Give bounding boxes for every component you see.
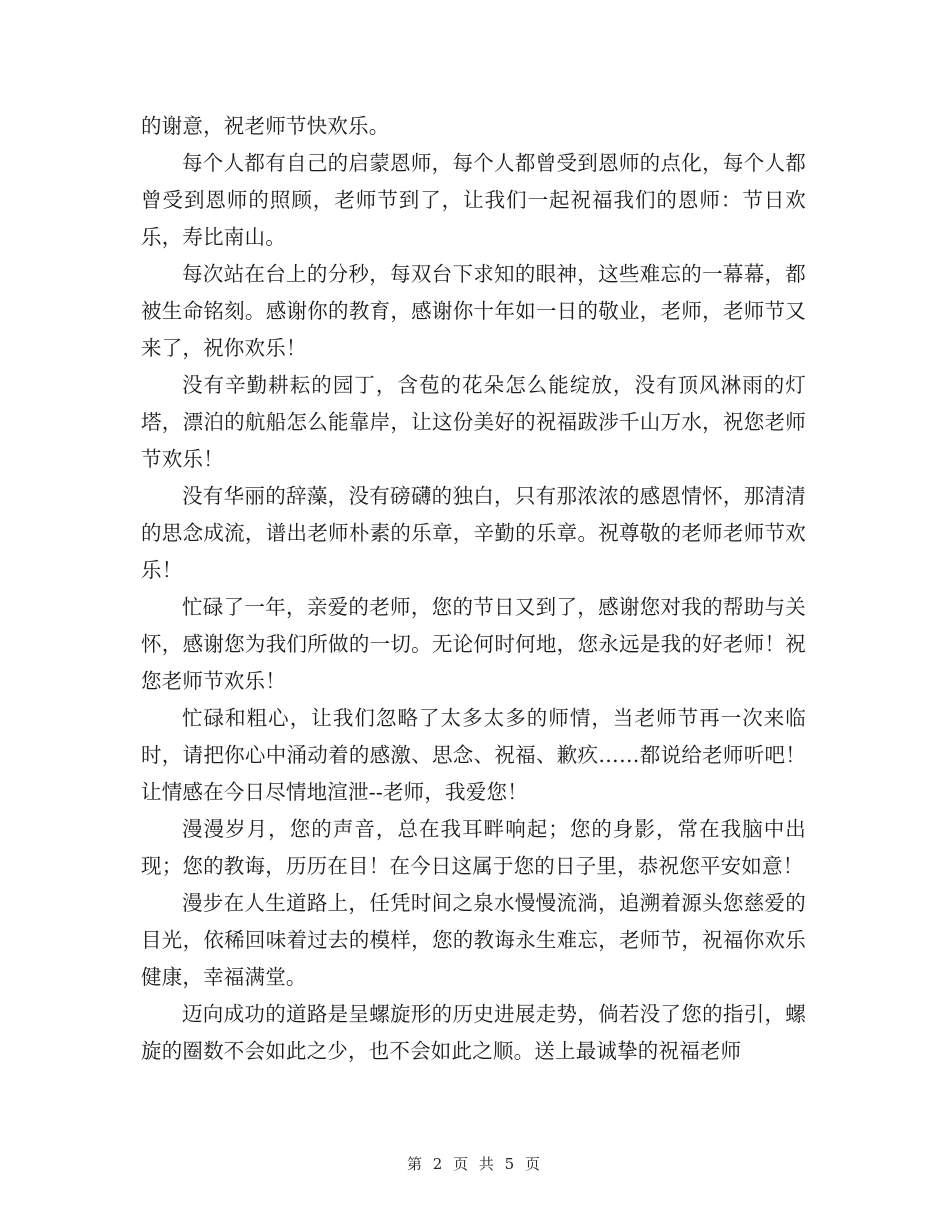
paragraph: 没有辛勤耕耘的园丁，含苞的花朵怎么能绽放，没有顶风淋雨的灯塔，漂泊的航船怎么能靠岸，让这份美好的祝福跋涉千山万水，祝您老师节欢乐！ (141, 373, 806, 471)
paragraph: 每次站在台上的分秒，每双台下求知的眼神，这些难忘的一幕幕，都被生命铭刻。感谢你的教育，感谢你十年如一日的敬业，老师，老师节又来了，祝你欢乐！ (141, 262, 806, 360)
paragraph: 没有华丽的辞藻，没有磅礴的独白，只有那浓浓的感恩情怀，那清清的思念成流，谱出老师朴素的乐章，辛勤的乐章。祝尊敬的老师老师节欢乐！ (141, 484, 806, 582)
document-body (141, 108, 806, 1070)
paragraph: 忙碌和粗心，让我们忽略了太多太多的师情，当老师节再一次来临时，请把你心中涌动着的感激、思念、祝福、歉疚……都说给老师听吧！让情感在今日尽情地渲泄--老师，我爱您！ (141, 706, 806, 804)
paragraph: 迈向成功的道路是呈螺旋形的历史进展走势，倘若没了您的指引，螺旋的圈数不会如此之少，也不会如此之顺。送上最诚挚的祝福老师 (141, 1002, 806, 1063)
paragraph-continuation: 的谢意，祝老师节快欢乐。 (141, 114, 390, 138)
paragraph: 每个人都有自己的启蒙恩师，每个人都曾受到恩师的点化，每个人都曾受到恩师的照顾，老师节到了，让我们一起祝福我们的恩师：节日欢乐，寿比南山。 (141, 151, 806, 249)
paragraph: 漫步在人生道路上，任凭时间之泉水慢慢流淌，追溯着源头您慈爱的目光，依稀回味着过去的模样，您的教诲永生难忘，老师节，祝福你欢乐健康，幸福满堂。 (141, 891, 806, 989)
paragraph: 漫漫岁月，您的声音，总在我耳畔响起；您的身影，常在我脑中出现；您的教诲，历历在目！在今日这属于您的日子里，恭祝您平安如意！ (141, 817, 806, 878)
page-number-footer: 第 2 页 共 5 页 (407, 1155, 543, 1173)
paragraph: 忙碌了一年，亲爱的老师，您的节日又到了，感谢您对我的帮助与关怀，感谢您为我们所做的一切。无论何时何地，您永远是我的好老师！祝您老师节欢乐！ (141, 595, 806, 693)
